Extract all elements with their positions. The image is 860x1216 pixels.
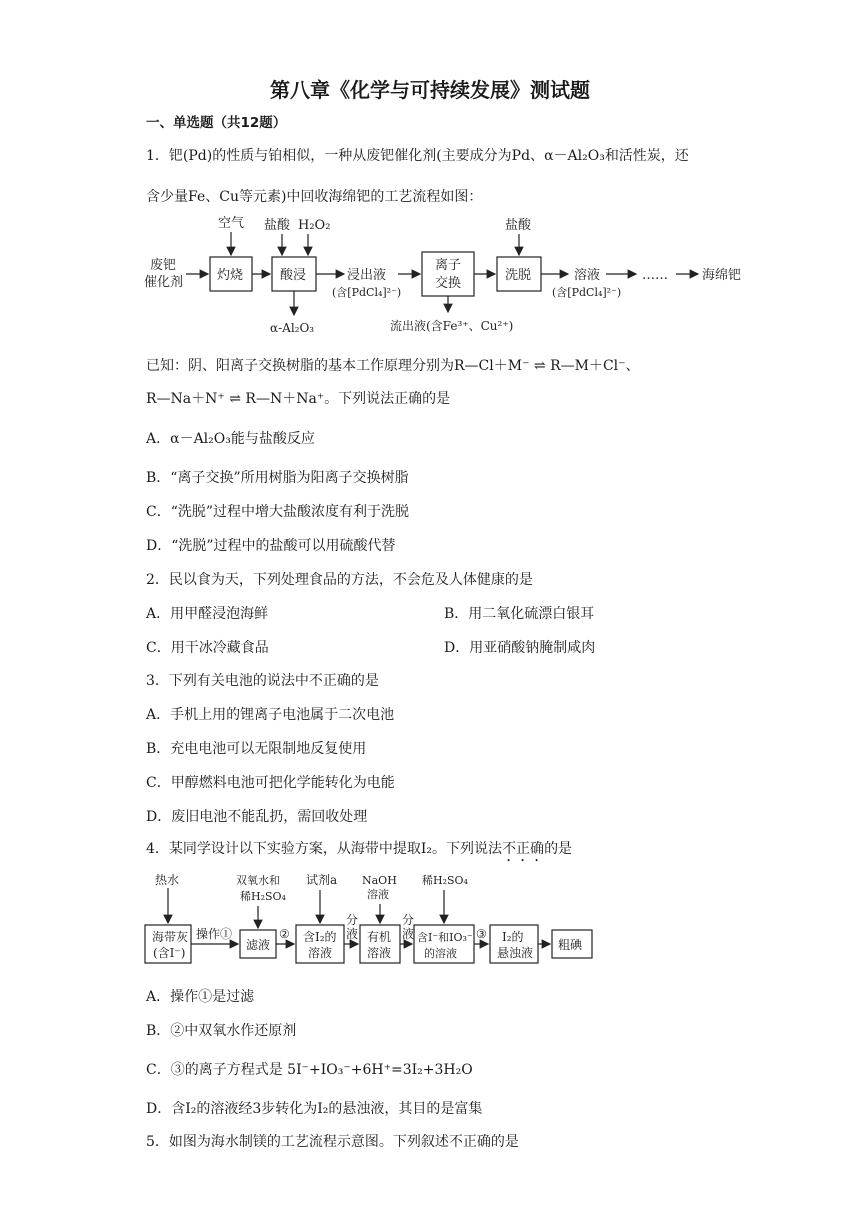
q2-stem: 2．民以食为天，下列处理食品的方法，不会危及人体健康的是 [146, 572, 533, 588]
q4-naoh-label: NaOH [362, 874, 397, 887]
q4-h2so4-label: 稀H₂SO₄ [422, 874, 468, 887]
q1-box-elution: 洗脱 [505, 268, 532, 283]
q3-option-d: D．废旧电池不能乱扔，需回收处理 [146, 809, 368, 825]
q4-stem-part: 4．某同学设计以下实验方案，从海带中提取I₂。下列说法 [146, 841, 503, 857]
q3-option-a: A．手机上用的锂离子电池属于二次电池 [146, 707, 395, 723]
q4-box-filtrate: 滤液 [246, 938, 271, 952]
q1-flow-diagram [140, 212, 760, 340]
q4-op3-label: ③ [476, 927, 487, 941]
q1-stem-line2: 含少量Fe、Cu等元素)中回收海绵钯的工艺流程如图： [146, 189, 483, 205]
q4-naoh-label: 溶液 [367, 888, 389, 901]
page-title: 第八章《化学与可持续发展》测试题 [270, 78, 590, 102]
q1-stem-line1 [146, 145, 689, 165]
q1-option-b: B．“离子交换”所用树脂为阳离子交换树脂 [146, 470, 409, 486]
q1-hcl-label: 盐酸 [264, 218, 291, 233]
q4-reagent-a-label: 试剂a [306, 873, 338, 887]
q4-stem [146, 838, 572, 865]
q4-option-d: D．含I₂的溶液经3步转化为I₂的悬浊液，其目的是富集 [146, 1101, 483, 1117]
q4-op2-label: ② [279, 927, 290, 941]
q2-option-b: B．用二氧化硫漂白银耳 [444, 606, 595, 622]
q4-hot-water-label: 热水 [155, 873, 180, 887]
q1-product-label: 海绵钯 [702, 268, 742, 283]
q1-box-ion-exchange: 交换 [435, 276, 462, 291]
q4-box-iodide-iodate: 的溶液 [424, 947, 457, 960]
q4-stem-emphasis: 不正确 [502, 841, 545, 857]
q1-box-roast: 灼烧 [217, 268, 244, 283]
q1-option-d: D．“洗脱”过程中的盐酸可以用硫酸代替 [146, 538, 396, 554]
q1-leachate-note: (含[PdCl₄]²⁻) [332, 286, 402, 299]
q4-option-b: B．②中双氧水作还原剂 [146, 1023, 297, 1039]
q4-box-organic: 有机 [367, 930, 392, 944]
q4-separation-2: 分 [402, 913, 415, 927]
q3-option-b: B．充电电池可以无限制地反复使用 [146, 741, 367, 757]
section-heading: 一、单选题（共12题） [146, 115, 287, 131]
q1-stem-part: 和活性炭，还 [604, 148, 689, 164]
q1-stem-part: 1．钯(Pd)的性质与铂相似，一种从废钯催化剂(主要成分为Pd、 [146, 148, 545, 164]
q4-box-crude-iodine: 粗碘 [558, 938, 583, 952]
q1-feed-label: 废钯 [150, 258, 177, 273]
q1-alumina-out: α-Al₂O₃ [270, 321, 315, 335]
q1-h2o2-label: H₂O₂ [298, 218, 331, 233]
q4-separation-1: 分 [346, 913, 359, 927]
q1-solution-note: (含[PdCl₄]²⁻) [552, 286, 622, 299]
q4-h2o2-label: 双氧水和 [236, 874, 280, 887]
q4-flow-diagram [140, 870, 600, 972]
q4-box-iodide-iodate: 含I⁻和IO₃⁻ [417, 931, 473, 944]
q4-option-c: C．③的离子方程式是 5I⁻+IO₃⁻+6H⁺=3I₂+3H₂O [146, 1062, 473, 1078]
q1-alpha-alumina: α－Al₂O₃ [544, 148, 605, 164]
q5-stem: 5．如图为海水制镁的工艺流程示意图。下列叙述不正确的是 [146, 1134, 519, 1150]
q1-option-a: A．α－Al₂O₃能与盐酸反应 [146, 431, 315, 447]
q4-op1-label: 操作① [196, 927, 233, 941]
q1-box-ion-exchange: 离子 [435, 258, 462, 273]
q4-separation-2: 液 [402, 927, 415, 941]
q1-solution-label: 溶液 [574, 268, 601, 283]
q4-box-suspension: 悬浊液 [497, 946, 534, 960]
q1-hcl-label-2: 盐酸 [505, 218, 532, 233]
q1-leachate-label: 浸出液 [347, 268, 387, 283]
q1-feed-label: 催化剂 [144, 275, 184, 290]
q2-option-d: D．用亚硝酸钠腌制咸肉 [444, 640, 596, 656]
q1-air-label: 空气 [218, 216, 245, 231]
q1-known-line1: 已知：阴、阳离子交换树脂的基本工作原理分别为R—Cl＋M⁻ ⇌ R—M＋Cl⁻、 [146, 358, 640, 374]
q4-box-suspension: I₂的 [502, 930, 524, 944]
q4-box-iodine-solution: 含I₂的 [303, 930, 337, 944]
q1-ellipsis: …… [642, 268, 668, 283]
q4-box-kelp-ash: 海带灰 [152, 930, 189, 944]
q1-known-line2: R—Na＋N⁺ ⇌ R—N＋Na⁺。下列说法正确的是 [146, 391, 451, 407]
q4-box-organic: 溶液 [367, 946, 392, 960]
q4-box-iodine-solution: 溶液 [308, 946, 333, 960]
q4-separation-1: 液 [346, 927, 359, 941]
q1-box-acid-leach: 酸浸 [280, 268, 307, 283]
q3-stem: 3．下列有关电池的说法中不正确的是 [146, 673, 379, 689]
q4-box-kelp-ash: (含I⁻) [153, 946, 186, 960]
q1-option-c: C．“洗脱”过程中增大盐酸浓度有利于洗脱 [146, 504, 410, 520]
q1-effluent-label: 流出液(含Fe³⁺、Cu²⁺) [390, 319, 514, 333]
q4-h2o2-label: 稀H₂SO₄ [240, 890, 286, 903]
q4-stem-part: 的是 [544, 841, 573, 857]
q2-option-c: C．用干冰冷藏食品 [146, 640, 269, 656]
q3-option-c: C．甲醇燃料电池可把化学能转化为电能 [146, 775, 395, 791]
q4-option-a: A．操作①是过滤 [146, 989, 255, 1005]
q2-option-a: A．用甲醛浸泡海鲜 [146, 606, 269, 622]
